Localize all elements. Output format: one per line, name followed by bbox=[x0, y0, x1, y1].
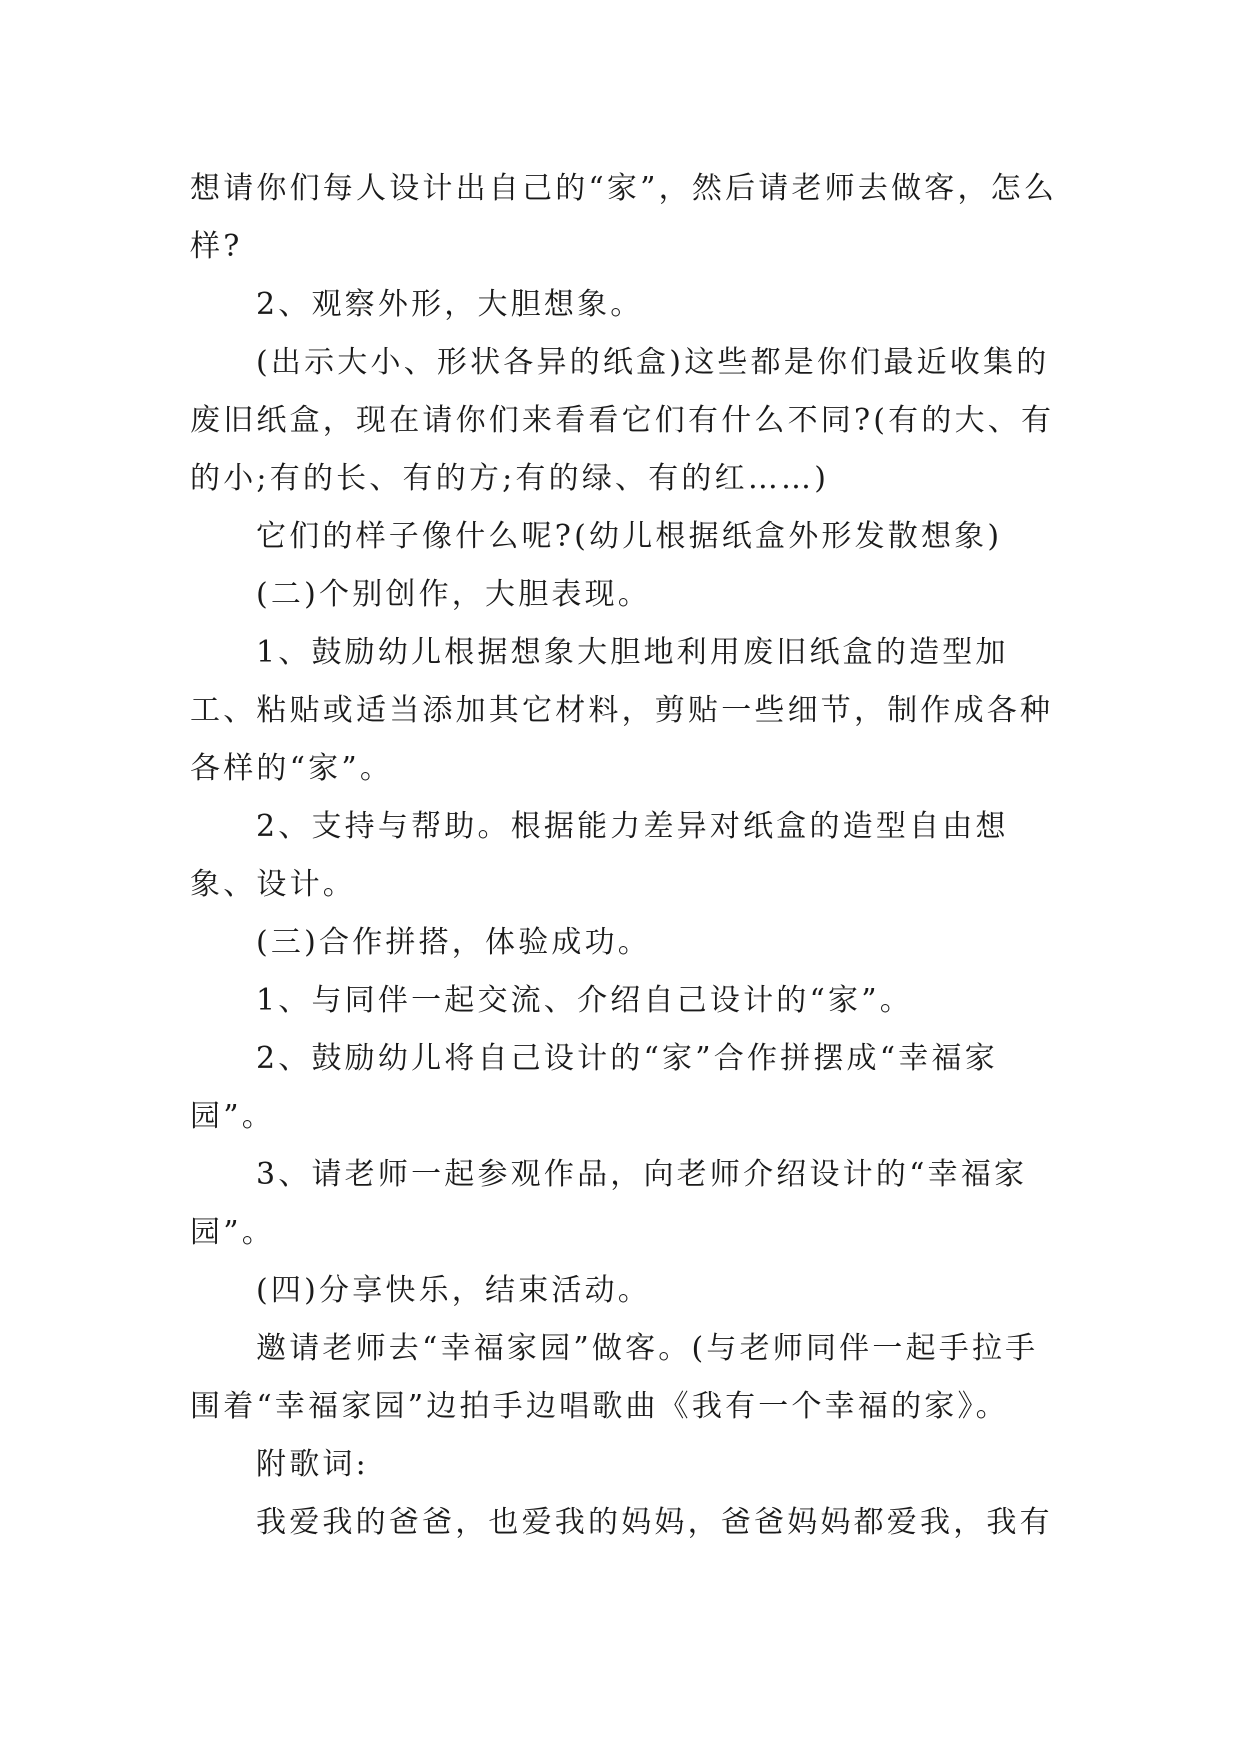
paragraph-encourage-create: 1、鼓励幼儿根据想象大胆地利用废旧纸盒的造型加工、粘贴或适当添加其它材料，剪贴一些细节，制作成各种各样的“家”。 bbox=[190, 635, 1054, 786]
paragraph-show-boxes: (出示大小、形状各异的纸盒)这些都是你们最近收集的废旧纸盒，现在请你们来看看它们有什么不同?(有的大、有的小;有的长、有的方;有的绿、有的红……) bbox=[190, 345, 1055, 496]
paragraph-invite: 邀请老师去“幸福家园”做客。(与老师同伴一起手拉手围着“幸福家园”边拍手边唱歌曲《我有一个幸福的家》。 bbox=[190, 1331, 1039, 1424]
section-heading-3: (三)合作拼搭，体验成功。 bbox=[256, 925, 652, 960]
paragraph-assemble: 2、鼓励幼儿将自己设计的“家”合作拼摆成“幸福家园”。 bbox=[190, 1041, 998, 1134]
paragraph-imagine: 它们的样子像什么呢?(幼儿根据纸盒外形发散想象) bbox=[256, 519, 1003, 554]
paragraph-lyrics-label: 附歌词: bbox=[256, 1447, 369, 1482]
section-heading-4: (四)分享快乐，结束活动。 bbox=[256, 1273, 652, 1308]
paragraph-observe-shape: 2、观察外形，大胆想象。 bbox=[256, 287, 644, 322]
paragraph-exchange: 1、与同伴一起交流、介绍自己设计的“家”。 bbox=[256, 983, 913, 1018]
paragraph-support-help: 2、支持与帮助。根据能力差异对纸盒的造型自由想象、设计。 bbox=[190, 809, 1009, 902]
paragraph-visit-works: 3、请老师一起参观作品，向老师介绍设计的“幸福家园”。 bbox=[190, 1157, 1028, 1250]
paragraph-continuation: 想请你们每人设计出自己的“家”，然后请老师去做客，怎么样? bbox=[190, 171, 1058, 264]
section-heading-2: (二)个别创作，大胆表现。 bbox=[256, 577, 652, 612]
document-body bbox=[190, 160, 1060, 1552]
paragraph-lyrics: 我爱我的爸爸，也爱我的妈妈，爸爸妈妈都爱我，我有 bbox=[256, 1505, 1053, 1540]
